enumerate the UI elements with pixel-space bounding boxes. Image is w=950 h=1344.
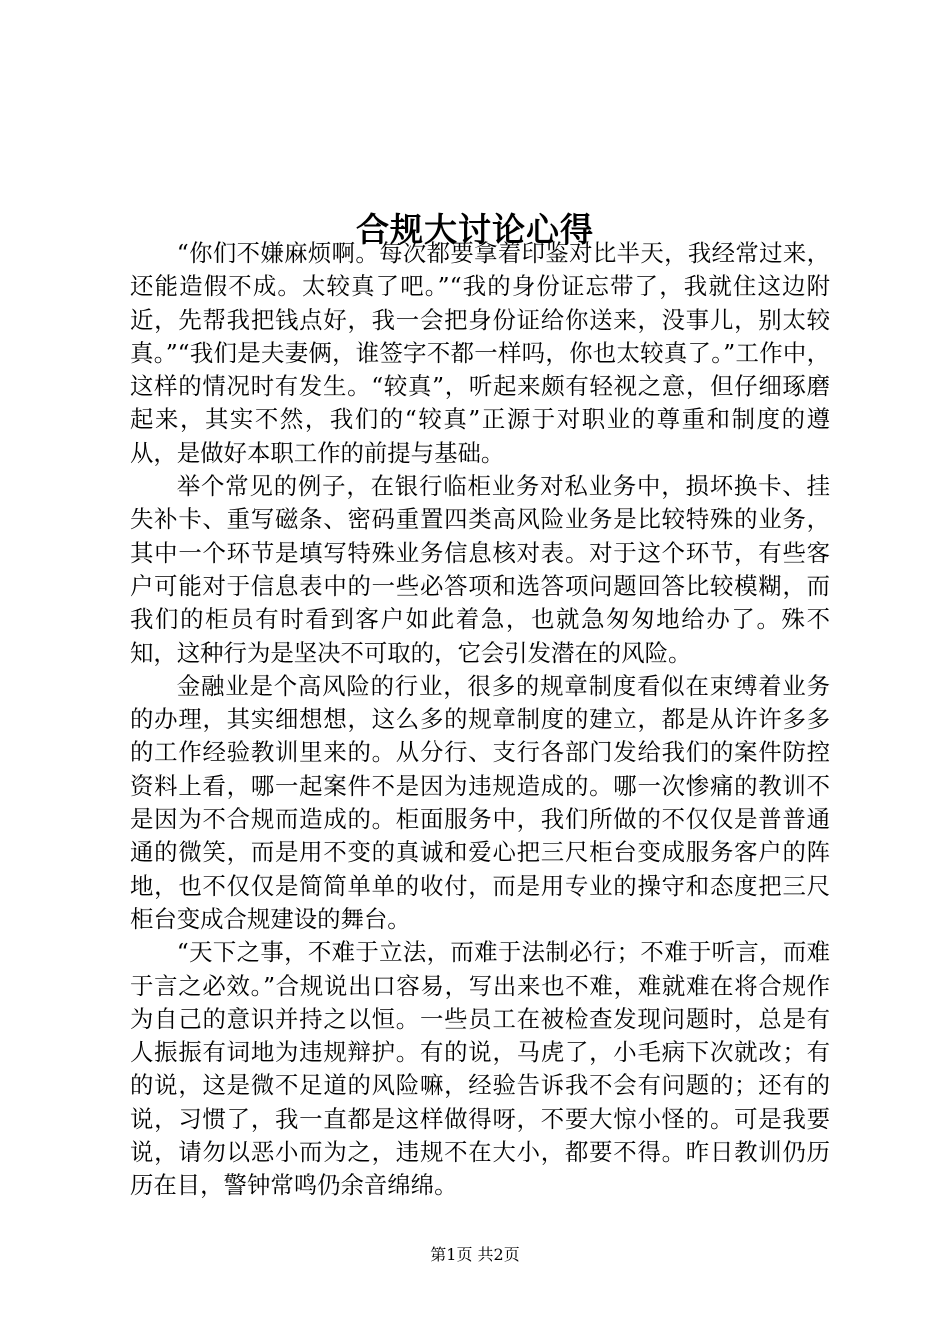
paragraph-4: “天下之事，不难于立法，而难于法制必行；不难于听言，而难于言之必效。”合规说出口容易，写出来也不难，难就难在将合规作为自己的意识并持之以恒。一些员工在被检查发现问题时，总是有人振振有词地为违规辩护。有的说，马虎了，小毛病下次就改；有的说，这是微不足道的风险嘛，经验告诉我不会有问题的；还有的说，习惯了，我一直都是这样做得呀，不要大惊小怪的。可是我要说，请勿以恶小而为之，违规不在大小，都要不得。昨日教训仍历历在目，警钟常鸣仍余音绵绵。 <box>130 938 830 1200</box>
document-title: 合规大讨论心得 <box>356 210 594 250</box>
document-body <box>130 237 830 1203</box>
page-footer: 第1页 共2页 <box>430 1245 520 1264</box>
paragraph-2: 举个常见的例子，在银行临柜业务对私业务中，损坏换卡、挂失补卡、重写磁条、密码重置四类高风险业务是比较特殊的业务，其中一个环节是填写特殊业务信息核对表。对于这个环节，有些客户可能对于信息表中的一些必答项和选答项问题回答比较模糊，而我们的柜员有时看到客户如此着急，也就急匆匆地给办了。殊不知，这种行为是坚决不可取的，它会引发潜在的风险。 <box>130 472 830 667</box>
paragraph-3: 金融业是个高风险的行业，很多的规章制度看似在束缚着业务的办理，其实细想想，这么多的规章制度的建立，都是从许许多多的工作经验教训里来的。从分行、支行各部门发给我们的案件防控资料上看，哪一起案件不是因为违规造成的。哪一次惨痛的教训不是因为不合规而造成的。柜面服务中，我们所做的不仅仅是普普通通的微笑，而是用不变的真诚和爱心把三尺柜台变成服务客户的阵地，也不仅仅是简简单单的收付，而是用专业的操守和态度把三尺柜台变成合规建设的舞台。 <box>130 671 830 933</box>
paragraph-1: “你们不嫌麻烦啊。每次都要拿着印鉴对比半天，我经常过来，还能造假不成。太较真了吧。”“我的身份证忘带了，我就住这边附近，先帮我把钱点好，我一会把身份证给你送来，没事儿，别太较真。”“我们是夫妻俩，谁签字不都一样吗，你也太较真了。”工作中，这样的情况时有发生。“较真”，听起来颇有轻视之意，但仔细琢磨起来，其实不然，我们的“较真”正源于对职业的尊重和制度的遵从，是做好本职工作的前提与基础。 <box>130 239 830 467</box>
